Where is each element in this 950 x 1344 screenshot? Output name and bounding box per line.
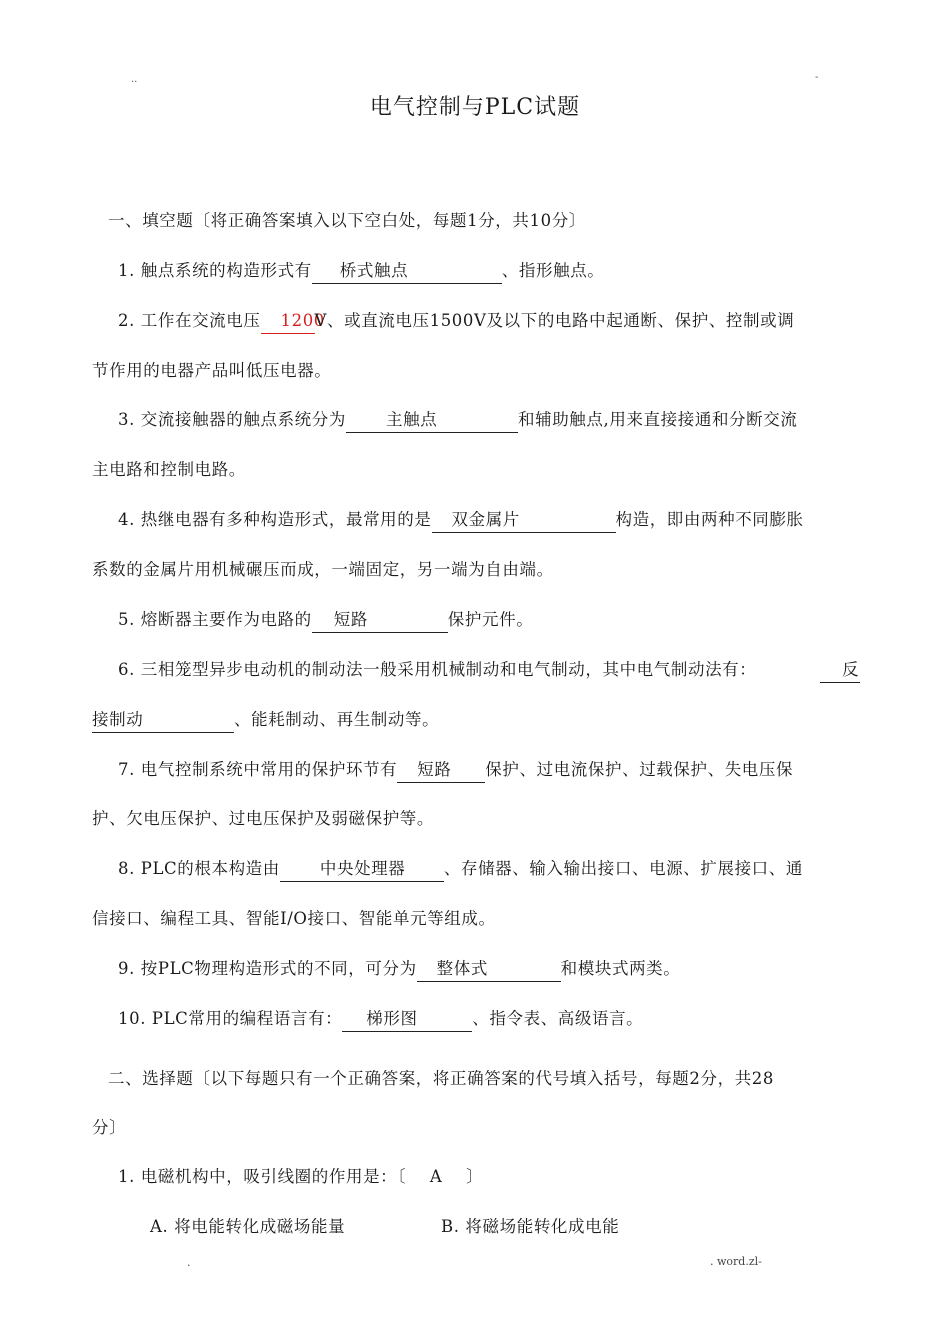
q4-text: 4. 热继电器有多种构造形式，最常用的是 <box>118 510 432 529</box>
s2-q1-close: 〕 <box>466 1167 484 1186</box>
q10-text: 10. PLC常用的编程语言有： <box>118 1009 343 1028</box>
q1-answer-blank: 桥式触点 <box>312 260 502 284</box>
q2-line2: 节作用的电器产品叫低压电器。 <box>92 361 332 380</box>
q10-text-after: 、指令表、高级语言。 <box>472 1009 644 1028</box>
q6-text-after: 、能耗制动、再生制动等。 <box>234 710 440 729</box>
q2-text: 2. 工作在交流电压 <box>118 311 261 330</box>
q6-answer-part1 <box>820 659 860 683</box>
q8-text-after: 、存储器、输入输出接口、电源、扩展接口、通 <box>443 859 803 878</box>
header-left-mark: .. <box>131 74 138 85</box>
q6-answer-blank-2: 接制动 <box>92 709 234 733</box>
section2-heading: 二、选择题〔以下每题只有一个正确答案，将正确答案的代号填入括号，每题2分，共28 <box>108 1069 774 1088</box>
q7-text-after: 保护、过电流保护、过载保护、失电压保 <box>485 760 794 779</box>
q6-answer-blank-1: 反 <box>820 659 860 683</box>
q2-text-after: V、或直流电压1500V及以下的电路中起通断、保护、控制或调 <box>314 311 795 330</box>
q3-text: 3. 交流接触器的触点系统分为 <box>118 410 346 429</box>
section2-heading-cont: 分〕 <box>92 1118 127 1137</box>
header-right-mark: - <box>815 72 819 83</box>
q9-line <box>118 958 680 982</box>
q1-text: 1. 触点系统的构造形式有 <box>118 261 312 280</box>
q7-line <box>118 759 793 783</box>
q9-answer-blank: 整体式 <box>417 958 561 982</box>
q6-line2 <box>92 709 439 733</box>
q5-line <box>118 609 533 633</box>
s2-q1-answer: A <box>429 1167 443 1186</box>
s2-q1-text: 1. 电磁机构中，吸引线圈的作用是：〔 <box>118 1167 407 1186</box>
q8-answer-blank: 中央处理器 <box>280 858 444 882</box>
q1-text-after: 、指形触点。 <box>501 261 605 280</box>
q9-text: 9. 按PLC物理构造形式的不同，可分为 <box>118 959 417 978</box>
q6-text: 6. 三相笼型异步电动机的制动法一般采用机械制动和电气制动，其中电气制动法有： <box>118 660 757 679</box>
q9-text-after: 和模块式两类。 <box>560 959 681 978</box>
s2-q1-option-a: A. 将电能转化成磁场能量 <box>150 1217 346 1236</box>
q1-line <box>118 260 604 284</box>
q3-line <box>118 409 797 433</box>
page-title: 电气控制与PLC试题 <box>369 95 581 120</box>
s2-q1-option-b: B. 将磁场能转化成电能 <box>441 1217 620 1236</box>
q5-text: 5. 熔断器主要作为电路的 <box>118 610 312 629</box>
q4-line2: 系数的金属片用机械碾压而成，一端固定，另一端为自由端。 <box>92 560 554 579</box>
q5-text-after: 保护元件。 <box>447 610 534 629</box>
q7-text: 7. 电气控制系统中常用的保护环节有 <box>118 760 398 779</box>
q5-answer-blank: 短路 <box>312 609 448 633</box>
q10-answer-blank: 梯形图 <box>342 1008 472 1032</box>
q3-line2: 主电路和控制电路。 <box>92 460 246 479</box>
q6-line <box>118 659 756 681</box>
footer-right-text: . word.zl- <box>710 1255 762 1268</box>
q8-line2: 信接口、编程工具、智能I/O接口、智能单元等组成。 <box>92 909 496 928</box>
q2-answer-blank: 1200 <box>261 310 315 334</box>
q7-answer-blank: 短路 <box>397 759 485 783</box>
q7-line2: 护、欠电压保护、过电压保护及弱磁保护等。 <box>92 809 434 828</box>
q4-line <box>118 509 804 533</box>
q2-line <box>118 310 794 334</box>
s2-q1-line <box>118 1166 483 1188</box>
q8-text: 8. PLC的根本构造由 <box>118 859 280 878</box>
q4-text-after: 构造，即由两种不同膨胀 <box>615 510 804 529</box>
q3-answer-blank: 主触点 <box>346 409 518 433</box>
section1-heading: 一、填空题〔将正确答案填入以下空白处，每题1分，共10分〕 <box>108 211 586 230</box>
q3-text-after: 和辅助触点,用来直接接通和分断交流 <box>518 410 798 429</box>
q10-line <box>118 1008 643 1032</box>
q4-answer-blank: 双金属片 <box>432 509 616 533</box>
q8-line <box>118 858 803 882</box>
footer-left-mark: . <box>187 1256 191 1269</box>
